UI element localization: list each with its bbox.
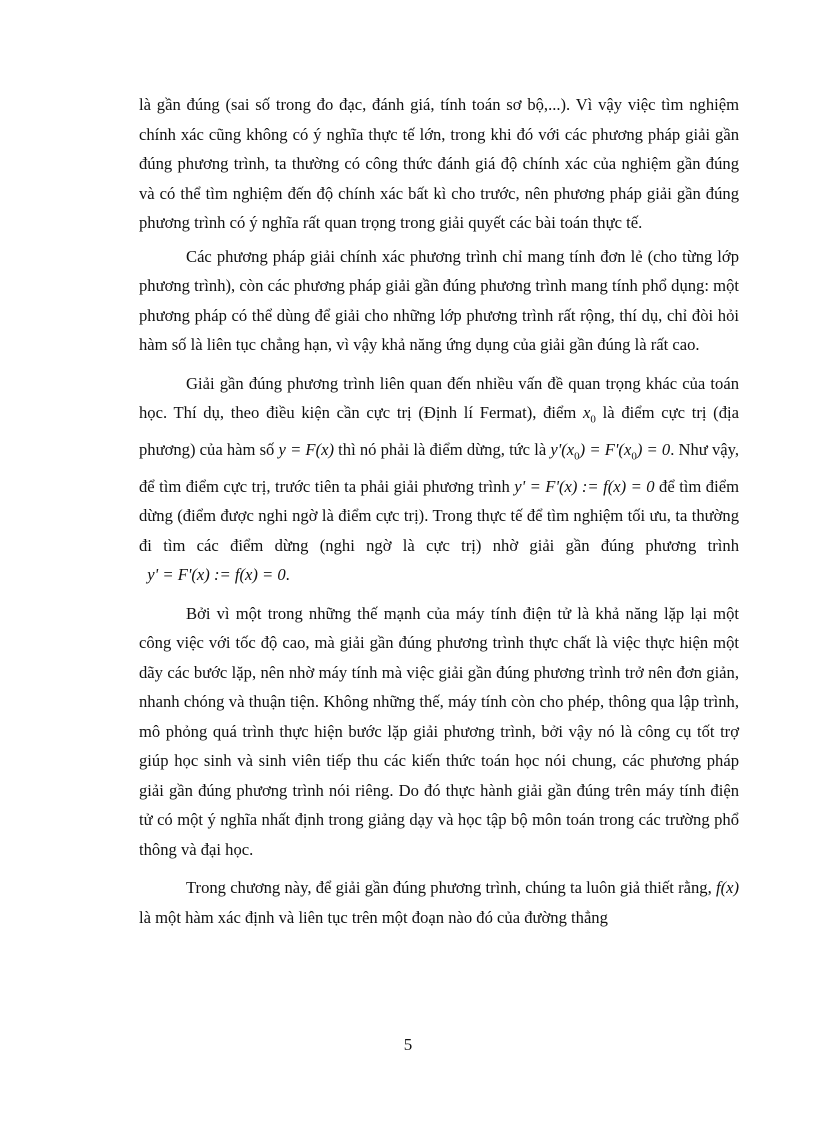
paragraph-3 (139, 369, 739, 590)
document-page (139, 90, 739, 936)
text-span: . (285, 565, 290, 585)
text-span: là điểm cực trị (địa phương) của hàm số (139, 403, 739, 459)
text-span: thì nó phải là điểm dừng, tức là (334, 439, 551, 459)
paragraph-4: Bởi vì một trong những thế mạnh của máy tính điện tử là khả năng lặp lại một công việc với tốc độ cao, mà giải gần đúng phương trình thực chất là việc thực hiện một dãy các bước lặp, nên nhờ máy tính mà việc giải gần đúng phương trình trở nên đơn giản, nhanh chóng và thuận tiện. Không những thế, máy tính còn cho phép, thông qua lập trình, mô phỏng quá trình thực hiện bước lặp giải phương trình, bởi vậy nó là công cụ tốt trợ giúp học sinh và sinh viên tiếp thu các kiến thức toán học nói chung, các phương pháp giải gần đúng phương trình nói riêng. Do đó thực hành giải gần đúng trên máy tính điện tử có một ý nghĩa nhất định trong giảng dạy và học tập bộ môn toán trong các trường phổ thông và đại học. (139, 603, 739, 859)
text-span: Trong chương này, để giải gần đúng phương trình, chúng ta luôn giả thiết rằng, (186, 878, 716, 898)
text-span: Giải gần đúng phương trình liên quan đến nhiều vấn đề quan trọng khác của toán học. Thí dụ, theo điều kiện cần cực trị (Định lí Fermat), điểm (139, 373, 739, 422)
page-number: 5 (403, 1035, 413, 1054)
paragraph-1: là gần đúng (sai số trong đo đạc, đánh giá, tính toán sơ bộ,...). Vì vậy việc tìm nghiệm chính xác cũng không có ý nghĩa thực tế lớn, trong khi đó với các phương pháp giải gần đúng phương trình, ta thường có công thức đánh giá độ chính xác của nghiệm gần đúng và có thể tìm nghiệm đến độ chính xác bất kì cho trước, nên phương pháp giải gần đúng phương trình có ý nghĩa rất quan trọng trong giải quyết các bài toán thực tế. (139, 95, 739, 232)
text-span: . Như vậy, để tìm điểm cực trị, trước tiên ta phải giải phương trình (139, 439, 739, 496)
math-fx: f(x) (715, 878, 739, 898)
math-equation: y' = F'(x) := f(x) = 0 (147, 565, 286, 585)
math-function: y = F(x) (278, 439, 334, 459)
math-x0: $x_0$ (583, 403, 596, 426)
math-derivative-condition: $y'(x_0) = F'(x_0) = 0$ (550, 439, 671, 463)
paragraph-2: Các phương pháp giải chính xác phương trình chỉ mang tính đơn lẻ (cho từng lớp phương trình), còn các phương pháp giải gần đúng phương trình mang tính phổ dụng: một phương pháp có thể dùng để giải cho những lớp phương trình rất rộng, thí dụ, chỉ đòi hỏi hàm số là liên tục chẳng hạn, vì vậy khả năng ứng dụng của giải gần đúng là rất cao. (139, 246, 739, 354)
math-equation: y' = F'(x) := f(x) = 0 (514, 476, 655, 496)
paragraph-5 (139, 873, 739, 932)
text-span: là một hàm xác định và liên tục trên một đoạn nào đó của đường thẳng (139, 907, 608, 927)
text-span: để tìm điểm dừng (điểm được nghi ngờ là điểm cực trị). Trong thực tế để tìm nghiệm tối ưu, ta thường đi tìm các điểm dừng (nghi ngờ là cực trị) nhờ giải gần đúng phương trình (139, 476, 739, 555)
